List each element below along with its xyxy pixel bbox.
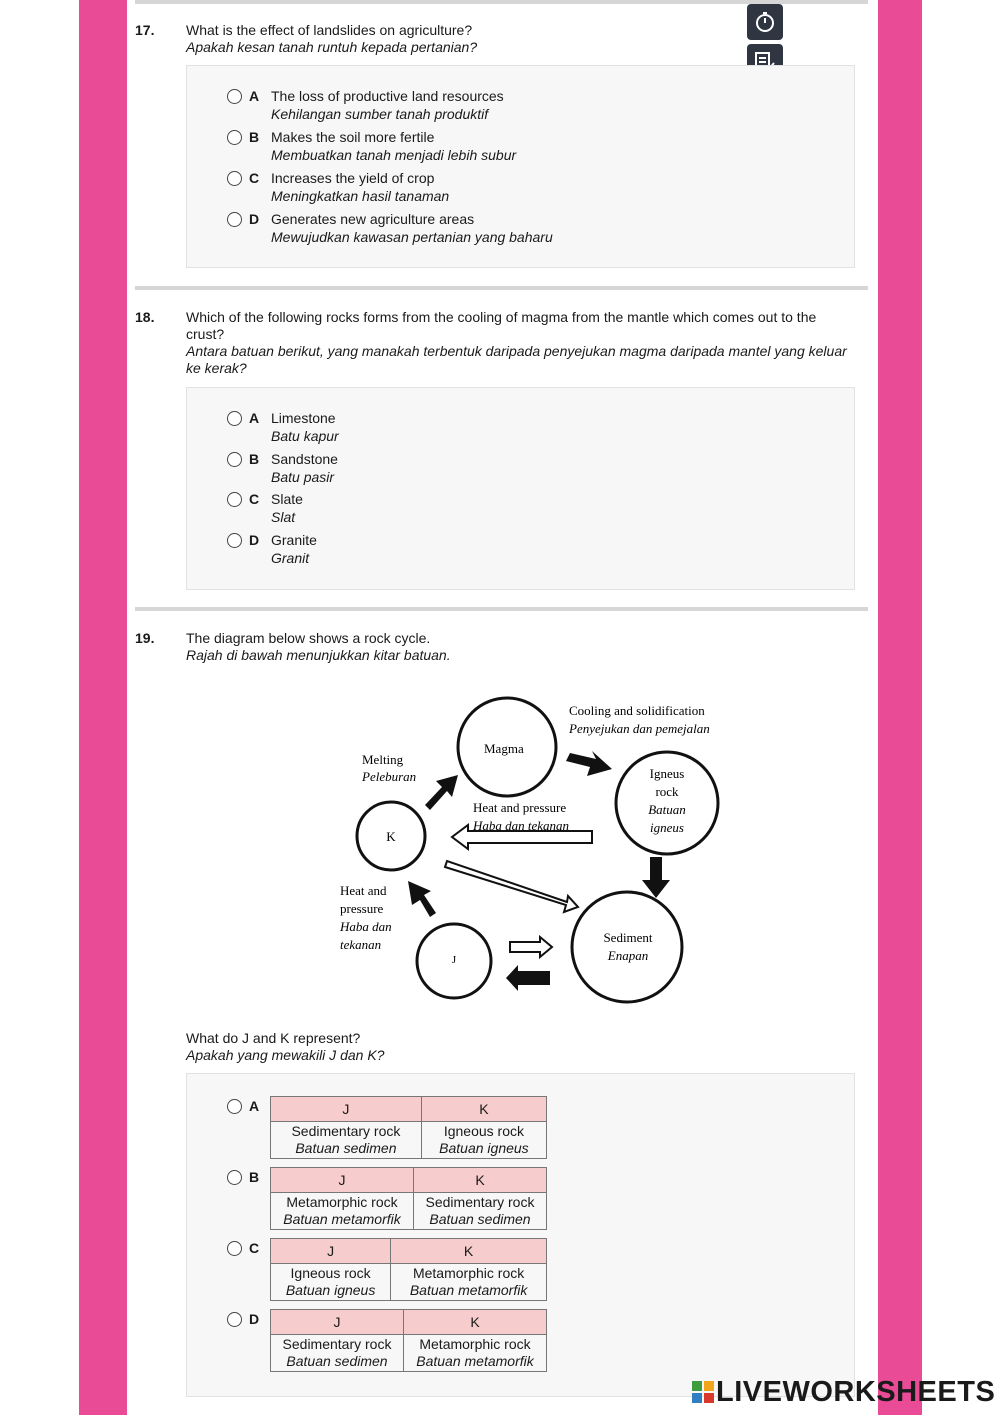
question-19-english: The diagram below shows a rock cycle.	[186, 630, 431, 646]
col-k-header: K	[404, 1310, 547, 1335]
cell-english: Sedimentary rock	[282, 1336, 392, 1352]
option-letter: D	[249, 532, 260, 548]
arrow-magma-to-igneous	[566, 751, 612, 776]
k-cell	[391, 1264, 547, 1301]
question-17-malay: Apakah kesan tanah runtuh kepada pertanian?	[186, 39, 478, 55]
q18-option-c-radio[interactable]	[227, 492, 242, 507]
option-english: Makes the soil more fertile	[271, 129, 435, 145]
q18-option-d-radio[interactable]	[227, 533, 242, 548]
arrow-igneous-to-sediment	[642, 857, 670, 898]
sediment-circle	[572, 892, 682, 1002]
brand-name: LIVEWORKSHEETS	[716, 1376, 996, 1408]
option-letter: D	[249, 1311, 260, 1327]
option-letter: D	[249, 211, 260, 227]
option-letter: B	[249, 451, 260, 467]
cell-english: Metamorphic rock	[412, 1265, 525, 1281]
col-j-header: J	[271, 1097, 422, 1122]
question-17-english: What is the effect of landslides on agriculture?	[186, 22, 473, 38]
arrow-k-to-magma	[425, 775, 458, 810]
question-18-text	[186, 309, 858, 377]
col-k-header: K	[391, 1239, 547, 1264]
cell-malay: Batuan metamorfik	[283, 1211, 401, 1227]
q19-option-d-radio[interactable]	[227, 1312, 242, 1327]
option-malay: Batu kapur	[271, 428, 339, 444]
cell-malay: Batuan sedimen	[295, 1140, 397, 1156]
section-divider	[135, 286, 868, 290]
q19-option-b-radio[interactable]	[227, 1170, 242, 1185]
j-label: J	[451, 954, 457, 966]
question-18-malay: Antara batuan berikut, yang manakah terbentuk daripada penyejukan magma daripada mantel yang keluar ke kerak?	[186, 343, 847, 376]
option-malay: Meningkatkan hasil tanaman	[271, 188, 450, 204]
k-cell	[421, 1122, 546, 1159]
j-cell	[271, 1193, 414, 1230]
option-malay: Slat	[271, 509, 296, 525]
heat-pressure-malay-label: Haba dan tekanan	[473, 818, 570, 833]
igneous-label-line1: Igneus	[649, 766, 685, 781]
q17-option-d-radio[interactable]	[227, 212, 242, 227]
arrow-k-to-sediment	[445, 861, 578, 912]
option-malay: Mewujudkan kawasan pertanian yang baharu	[271, 229, 553, 245]
option-malay: Membuatkan tanah menjadi lebih subur	[271, 147, 517, 163]
q19-option-b-table	[270, 1167, 547, 1230]
q19-option-d-table	[270, 1309, 547, 1372]
cell-malay: Batuan sedimen	[429, 1211, 531, 1227]
q17-option-a-radio[interactable]	[227, 89, 242, 104]
question-17-text	[186, 22, 858, 56]
q17-option-b-radio[interactable]	[227, 130, 242, 145]
cell-malay: Batuan igneus	[439, 1140, 529, 1156]
igneous-label-line4: igneus	[650, 820, 684, 835]
arrow-j-to-k	[408, 881, 436, 917]
q18-option-a-radio[interactable]	[227, 411, 242, 426]
igneous-label-line3: Batuan	[648, 802, 686, 817]
option-letter: B	[249, 1169, 260, 1185]
cell-malay: Batuan metamorfik	[409, 1282, 528, 1298]
q19-option-c-table	[270, 1238, 547, 1301]
melting-malay-label: Peleburan	[362, 769, 417, 784]
k-cell	[404, 1335, 547, 1372]
question-19-subquestion	[186, 1030, 858, 1064]
option-english: Generates new agriculture areas	[271, 211, 475, 227]
right-pink-border	[878, 0, 922, 1415]
subquestion-english: What do J and K represent?	[186, 1030, 361, 1046]
j-cell	[271, 1335, 404, 1372]
cell-english: Metamorphic rock	[419, 1336, 531, 1352]
option-malay: Kehilangan sumber tanah produktif	[271, 106, 489, 122]
k-label: K	[386, 829, 396, 844]
option-english: Limestone	[271, 410, 336, 426]
option-english: Increases the yield of crop	[271, 170, 435, 186]
heat-pressure-2-line3: Haba dan	[340, 919, 392, 934]
magma-label: Magma	[484, 741, 524, 756]
sediment-malay-label: Enapan	[607, 948, 649, 963]
question-18-number: 18.	[135, 309, 155, 325]
option-letter: B	[249, 129, 260, 145]
arrow-sediment-to-j	[506, 965, 550, 991]
col-j-header: J	[271, 1310, 404, 1335]
option-letter: A	[249, 410, 260, 426]
heat-pressure-label: Heat and pressure	[473, 800, 567, 815]
liveworksheets-logo-icon	[692, 1378, 714, 1400]
arrow-j-to-sediment	[510, 937, 552, 957]
sediment-label: Sediment	[603, 930, 653, 945]
cell-malay: Batuan igneus	[285, 1282, 376, 1298]
col-j-header: J	[271, 1239, 391, 1264]
j-cell	[271, 1264, 391, 1301]
heat-pressure-2-line2: pressure	[340, 901, 384, 916]
heat-pressure-2-line4: tekanan	[340, 937, 382, 952]
igneous-label-line2: rock	[655, 784, 679, 799]
q19-option-a-radio[interactable]	[227, 1099, 242, 1114]
option-english: Slate	[271, 491, 303, 507]
option-letter: C	[249, 1240, 260, 1256]
cooling-malay-label: Penyejukan dan pemejalan	[569, 721, 710, 736]
question-19-malay: Rajah di bawah menunjukkan kitar batuan.	[186, 647, 451, 663]
cooling-label: Cooling and solidification	[569, 703, 705, 718]
option-english: The loss of productive land resources	[271, 88, 504, 104]
option-english: Granite	[271, 532, 317, 548]
option-letter: A	[249, 1098, 260, 1114]
left-pink-border	[79, 0, 127, 1415]
option-malay: Granit	[271, 550, 310, 566]
option-letter: C	[249, 491, 260, 507]
k-cell	[413, 1193, 546, 1230]
col-j-header: J	[271, 1168, 414, 1193]
question-19-text	[186, 630, 858, 664]
cell-english: Sedimentary rock	[425, 1194, 535, 1210]
q18-option-b-radio[interactable]	[227, 452, 242, 467]
heat-pressure-2-line1: Heat and	[340, 883, 387, 898]
cell-malay: Batuan metamorfik	[416, 1353, 534, 1369]
option-letter: A	[249, 88, 260, 104]
col-k-header: K	[421, 1097, 546, 1122]
melting-label: Melting	[362, 752, 404, 767]
option-english: Sandstone	[271, 451, 338, 467]
option-malay: Batu pasir	[271, 469, 335, 485]
col-k-header: K	[413, 1168, 546, 1193]
rock-cycle-diagram	[330, 695, 760, 1015]
subquestion-malay: Apakah yang mewakili J dan K?	[186, 1047, 385, 1063]
liveworksheets-logo[interactable]	[692, 1376, 995, 1409]
cell-english: Metamorphic rock	[286, 1194, 398, 1210]
j-cell	[271, 1122, 422, 1159]
q19-option-a-table	[270, 1096, 547, 1159]
section-divider	[135, 607, 868, 611]
cell-english: Igneous rock	[443, 1123, 524, 1139]
q17-option-c-radio[interactable]	[227, 171, 242, 186]
question-19-number: 19.	[135, 630, 155, 646]
cell-malay: Batuan sedimen	[286, 1353, 388, 1369]
q19-option-c-radio[interactable]	[227, 1241, 242, 1256]
option-letter: C	[249, 170, 260, 186]
cell-english: Sedimentary rock	[291, 1123, 401, 1139]
cell-english: Igneous rock	[290, 1265, 371, 1281]
question-18-english: Which of the following rocks forms from the cooling of magma from the mantle which comes out to the crust?	[186, 309, 817, 342]
question-17-number: 17.	[135, 22, 155, 38]
